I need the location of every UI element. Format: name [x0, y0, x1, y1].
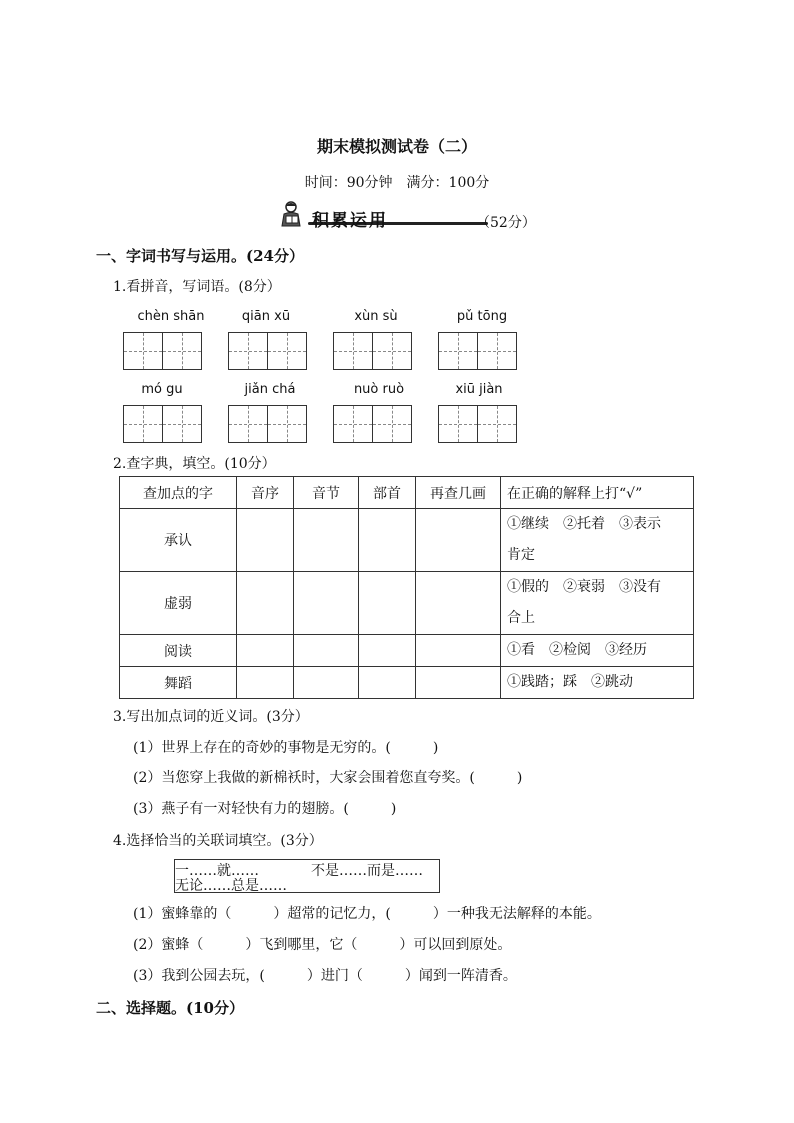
q3-item: (1）世界上存在的奇妙的事物是无穷的。( )	[133, 740, 439, 756]
pinyin-label: qiān xū	[241, 309, 291, 324]
meaning-options[interactable]: ①假的 ②衰弱 ③没有 合上	[501, 572, 694, 635]
answer-cell[interactable]	[294, 572, 359, 635]
answer-cell[interactable]	[294, 509, 359, 572]
q4-item: (2）蜜蜂（ ）飞到哪里，它（ ）可以回到原处。	[133, 937, 512, 953]
answer-cell[interactable]	[359, 635, 416, 667]
meaning-options[interactable]: ①继续 ②托着 ③表示 肯定	[501, 509, 694, 572]
q3-prompt: 3.写出加点词的近义词。(3分）	[113, 709, 309, 725]
table-row	[120, 667, 694, 699]
answer-cell[interactable]	[237, 667, 294, 699]
table-row	[120, 509, 694, 572]
dictionary-table	[119, 476, 694, 699]
answer-cell[interactable]	[294, 635, 359, 667]
section2-heading: 二、选择题。(10分）	[96, 999, 244, 1017]
q4-item: (1）蜜蜂靠的（ ）超常的记忆力，( ）一种我无法解释的本能。	[133, 906, 601, 922]
q4-item: (3）我到公园去玩，( ）进门（ ）闻到一阵清香。	[133, 968, 517, 984]
answer-cell[interactable]	[359, 572, 416, 635]
meaning-options[interactable]: ①看 ②检阅 ③经历	[501, 635, 694, 667]
section-banner	[278, 198, 548, 238]
pinyin-label: pǔ tōng	[456, 309, 508, 324]
banner-label: 积累运用	[312, 211, 388, 231]
writing-grid[interactable]	[228, 332, 307, 370]
answer-cell[interactable]	[237, 509, 294, 572]
conjunction-option: 不是……而是……	[311, 863, 423, 879]
table-header-row	[120, 477, 694, 509]
table-row	[120, 635, 694, 667]
conjunction-option: 一……就……	[175, 863, 259, 879]
column-header: 查加点的字	[120, 477, 237, 509]
pinyin-label: xùn sù	[354, 309, 398, 324]
column-header: 音节	[294, 477, 359, 509]
column-header: 在正确的解释上打“√”	[501, 477, 694, 509]
page-title: 期末模拟测试卷（二）	[316, 137, 477, 156]
word-cell: 阅读	[120, 635, 237, 667]
answer-cell[interactable]	[416, 635, 501, 667]
q4-prompt: 4.选择恰当的关联词填空。(3分）	[113, 833, 323, 849]
answer-cell[interactable]	[416, 572, 501, 635]
q2-prompt: 2.查字典，填空。(10分）	[113, 456, 276, 472]
writing-grid[interactable]	[438, 332, 517, 370]
writing-grid[interactable]	[333, 332, 412, 370]
column-header: 部首	[359, 477, 416, 509]
conjunction-option: 无论……总是……	[175, 878, 287, 894]
word-cell: 舞蹈	[120, 667, 237, 699]
q1-prompt: 1.看拼音，写词语。(8分）	[113, 279, 281, 295]
word-cell: 虚弱	[120, 572, 237, 635]
meaning-options[interactable]: ①践踏；踩 ②跳动	[501, 667, 694, 699]
answer-cell[interactable]	[359, 509, 416, 572]
writing-grid[interactable]	[123, 405, 202, 443]
answer-cell[interactable]	[359, 667, 416, 699]
writing-grid[interactable]	[123, 332, 202, 370]
answer-cell[interactable]	[237, 572, 294, 635]
column-header: 再查几画	[416, 477, 501, 509]
q3-item: (3）燕子有一对轻快有力的翅膀。( )	[133, 801, 397, 817]
answer-cell[interactable]	[294, 667, 359, 699]
q3-item: (2）当您穿上我做的新棉袄时，大家会围着您直夸奖。( )	[133, 770, 523, 786]
answer-cell[interactable]	[237, 635, 294, 667]
writing-grid[interactable]	[333, 405, 412, 443]
word-cell: 承认	[120, 509, 237, 572]
table-row	[120, 572, 694, 635]
pinyin-label: nuò ruò	[353, 382, 405, 397]
column-header: 音序	[237, 477, 294, 509]
section1-heading: 一、字词书写与运用。(24分）	[96, 247, 304, 265]
conjunction-options-box	[174, 859, 440, 893]
writing-grid[interactable]	[438, 405, 517, 443]
pinyin-label: mó gu	[141, 382, 183, 397]
exam-meta: 时间：90分钟 满分：100分	[304, 175, 490, 191]
pinyin-label: jiǎn chá	[244, 382, 296, 397]
answer-cell[interactable]	[416, 509, 501, 572]
banner-score: （52分）	[476, 215, 536, 231]
answer-cell[interactable]	[416, 667, 501, 699]
pinyin-label: xiū jiàn	[455, 382, 503, 397]
writing-grid[interactable]	[228, 405, 307, 443]
student-reading-icon	[278, 200, 306, 230]
pinyin-label: chèn shān	[137, 309, 205, 324]
